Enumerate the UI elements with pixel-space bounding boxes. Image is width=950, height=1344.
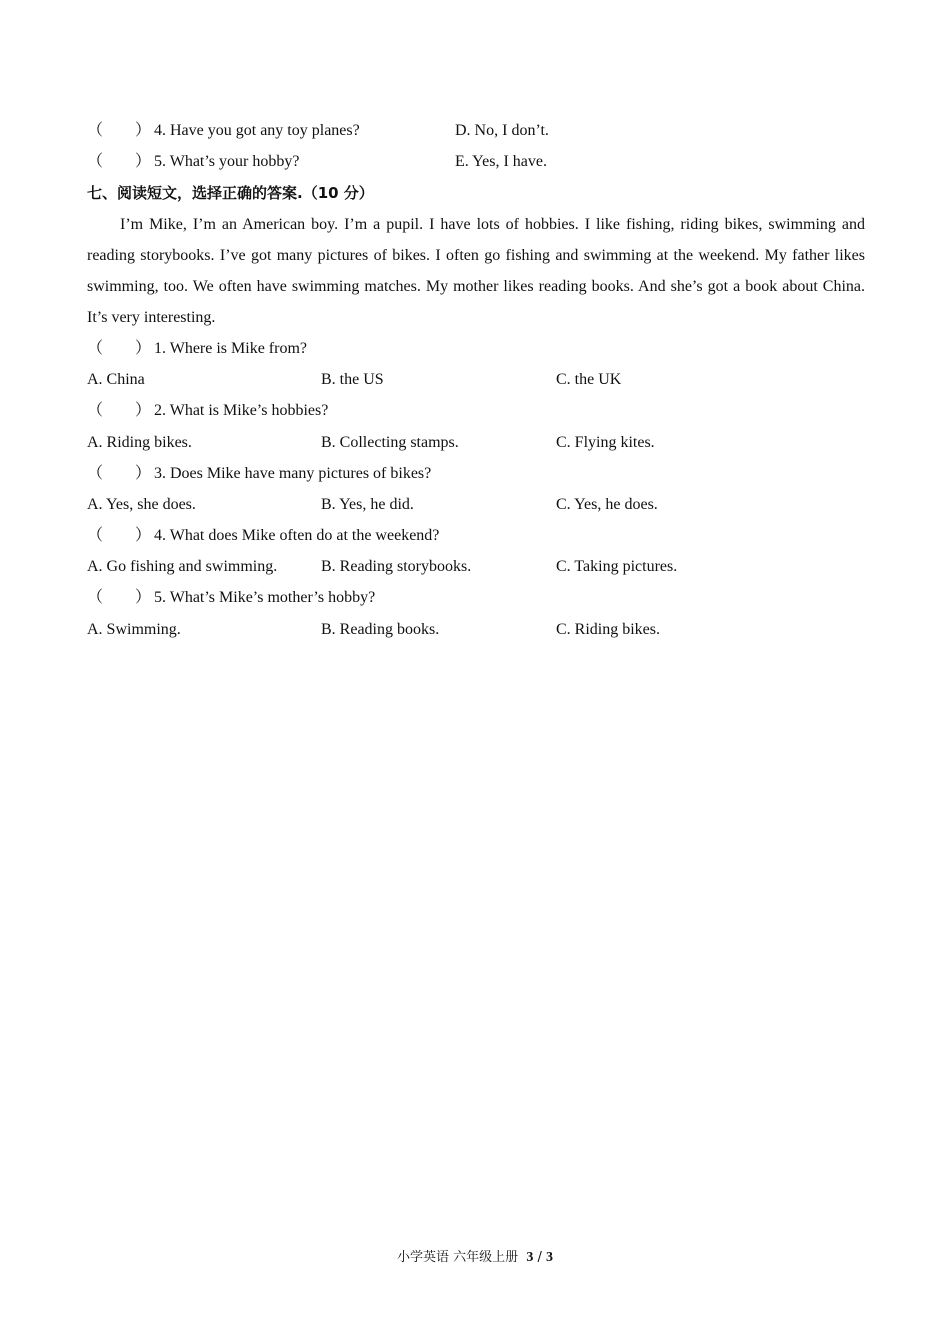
- option-c: C. Flying kites.: [556, 434, 655, 451]
- option-b: B. Yes, he did.: [321, 496, 414, 513]
- option-a: A. Go fishing and swimming.: [87, 558, 278, 575]
- option-a: A. Yes, she does.: [87, 496, 196, 513]
- matching-answer: E. Yes, I have.: [455, 153, 547, 170]
- option-a: A. Riding bikes.: [87, 434, 192, 451]
- question-text: 2. What is Mike’s hobbies?: [154, 402, 329, 419]
- option-a: A. China: [87, 371, 145, 388]
- page-total: 3: [546, 1250, 554, 1265]
- question-text: 1. Where is Mike from?: [154, 340, 307, 357]
- question-text: 4. What does Mike often do at the weekend?: [154, 527, 440, 544]
- option-c: C. Taking pictures.: [556, 558, 678, 575]
- section-title: 七、阅读短文，选择正确的答案.（10 分）: [87, 184, 374, 202]
- option-b: B. Reading books.: [321, 621, 440, 638]
- matching-row: [87, 121, 360, 141]
- question-row: [87, 588, 375, 608]
- option-a: A. Swimming.: [87, 621, 181, 638]
- answer-blank[interactable]: （ ）: [87, 465, 152, 482]
- matching-answer: D. No, I don’t.: [455, 122, 549, 139]
- answer-blank[interactable]: （ ）: [87, 153, 152, 170]
- option-c: C. Riding bikes.: [556, 621, 661, 638]
- reading-passage: I’m Mike, I’m an American boy. I’m a pupil. I have lots of hobbies. I like fishing, riding bikes, swimming and reading storybooks. I’ve got many pictures of bikes. I often go fishing and swimming at the weekend. My father likes swimming, too. We often have swimming matches. My mother likes reading books. And she’s got a book about China. It’s very interesting.: [87, 216, 865, 326]
- answer-blank[interactable]: （ ）: [87, 122, 152, 139]
- option-c: C. Yes, he does.: [556, 496, 658, 513]
- option-b: B. the US: [321, 371, 384, 388]
- question-row: [87, 339, 307, 359]
- answer-blank[interactable]: （ ）: [87, 527, 152, 544]
- option-c: C. the UK: [556, 371, 622, 388]
- question-text: 3. Does Mike have many pictures of bikes?: [154, 465, 432, 482]
- answer-blank[interactable]: （ ）: [87, 589, 152, 606]
- footer-label: 小学英语 六年级上册: [396, 1250, 519, 1265]
- page-separator: /: [537, 1250, 542, 1265]
- question-row: [87, 401, 328, 421]
- page-number: 3: [526, 1250, 534, 1265]
- option-b: B. Reading storybooks.: [321, 558, 472, 575]
- matching-question: 5. What’s your hobby?: [154, 153, 300, 170]
- answer-blank[interactable]: （ ）: [87, 402, 152, 419]
- answer-blank[interactable]: （ ）: [87, 340, 152, 357]
- question-row: [87, 464, 431, 484]
- option-b: B. Collecting stamps.: [321, 434, 459, 451]
- page-footer: [0, 1246, 950, 1266]
- question-row: [87, 526, 439, 546]
- matching-row: [87, 152, 299, 172]
- matching-question: 4. Have you got any toy planes?: [154, 122, 360, 139]
- question-text: 5. What’s Mike’s mother’s hobby?: [154, 589, 376, 606]
